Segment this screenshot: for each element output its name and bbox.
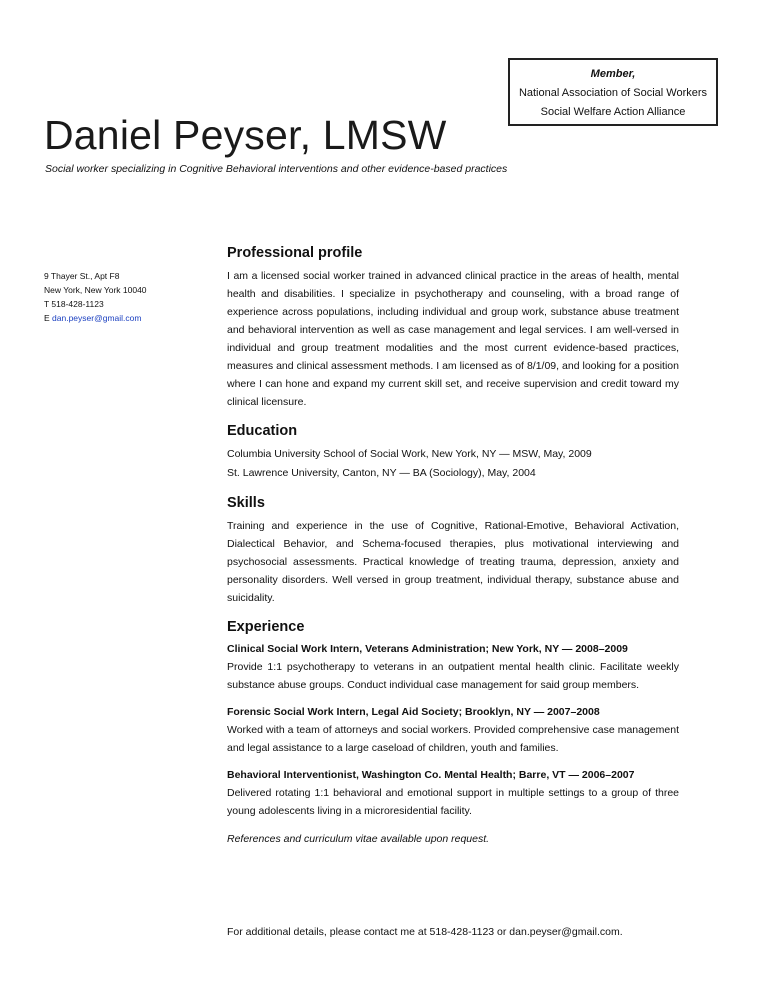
references-note: References and curriculum vitae available upon request. xyxy=(227,833,490,845)
job-title: Behavioral Interventionist, Washington Co. Mental Health; Barre, VT — 2006–2007 xyxy=(227,769,635,781)
job-description: Worked with a team of attorneys and social workers. Provided comprehensive case management and legal assistance to a large caseload of children, youth and families. xyxy=(227,724,679,754)
address-line-2: New York, New York 10040 xyxy=(44,285,147,295)
job-entry xyxy=(227,767,679,820)
contact-block xyxy=(44,269,147,325)
footer-contact-note: For additional details, please contact me at 518-428-1123 or dan.peyser@gmail.com. xyxy=(227,926,623,938)
profile-heading: Professional profile xyxy=(227,245,363,261)
job-title: Forensic Social Work Intern, Legal Aid Society; Brooklyn, NY — 2007–2008 xyxy=(227,706,600,718)
profile-section xyxy=(227,243,679,411)
experience-section xyxy=(227,617,679,848)
skills-text: Training and experience in the use of Cognitive, Rational-Emotive, Behavioral Activation, Dialectical Behavior, and Schema-focused therapies, plus motivational interviewing and psychosocial assessments. Practical knowledge of treating trauma, depression, anxiety and personality disorders. Well versed in group treatment, individual therapy, substance abuse and suicidality. xyxy=(227,520,679,604)
membership-title: Member, xyxy=(590,68,636,80)
job-entry xyxy=(227,704,679,757)
membership-box xyxy=(508,58,718,126)
job-title: Clinical Social Work Intern, Veterans Administration; New York, NY — 2008–2009 xyxy=(227,643,628,655)
education-item: St. Lawrence University, Canton, NY — BA (Sociology), May, 2004 xyxy=(227,467,536,479)
email-prefix: E xyxy=(44,313,53,323)
skills-heading: Skills xyxy=(227,495,265,511)
phone-number: T 518-428-1123 xyxy=(44,299,104,309)
profile-text: I am a licensed social worker trained in advanced clinical practice in the areas of health, mental health and disabilities. I specialize in psychotherapy and counseling, with a broad range of experience across populations, including individual and group work, substance abuse treatment and behavioral intervention as well as case management and legal services. I am well-versed in individual and group treatment modalities and the most current evidence-based practices, measures and clinical assessment methods. I am licensed as of 8/1/09, and looking for a position where I can hone and expand my current skill set, and receive supervision and credit toward my clinical licensure. xyxy=(227,270,679,408)
email-line xyxy=(44,311,147,325)
job-description: Delivered rotating 1:1 behavioral and emotional support in multiple settings to a group of three young adolescents living in a microresidential facility. xyxy=(227,787,679,817)
main-column xyxy=(227,243,679,858)
email-link[interactable]: dan.peyser@gmail.com xyxy=(52,313,142,323)
skills-section xyxy=(227,493,679,607)
resume-name: Daniel Peyser, LMSW xyxy=(44,112,447,158)
experience-heading: Experience xyxy=(227,619,305,635)
resume-tagline: Social worker specializing in Cognitive Behavioral interventions and other evidence-based practices xyxy=(45,163,508,175)
address-line-1: 9 Thayer St., Apt F8 xyxy=(44,271,120,281)
membership-org-swaa: Social Welfare Action Alliance xyxy=(540,106,686,118)
education-section xyxy=(227,421,679,483)
job-entry xyxy=(227,641,679,694)
education-item: Columbia University School of Social Work, New York, NY — MSW, May, 2009 xyxy=(227,448,592,460)
education-heading: Education xyxy=(227,423,298,439)
membership-org-nasw: National Association of Social Workers xyxy=(518,87,708,99)
job-description: Provide 1:1 psychotherapy to veterans in an outpatient mental health clinic. Facilitate weekly substance abuse groups. Conduct individual case management for said group members. xyxy=(227,661,679,691)
